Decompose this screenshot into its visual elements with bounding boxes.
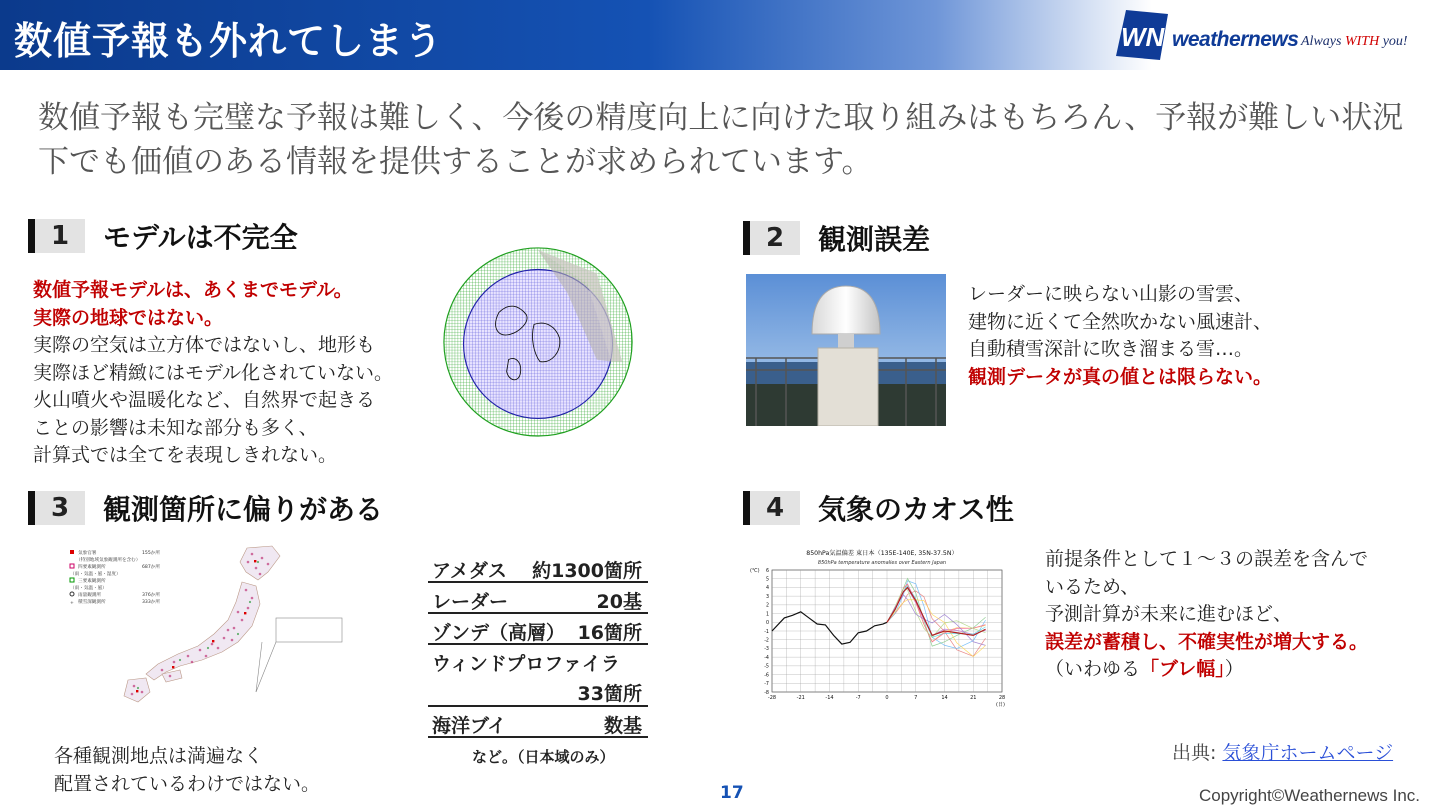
chart-xlabel: (日) (996, 702, 1005, 708)
y-tick-label: -8 (764, 690, 769, 696)
text-line: 数値予報モデルは、あくまでモデル。 (33, 279, 353, 301)
radar-dome-photo (746, 274, 946, 426)
x-tick-label: -7 (855, 695, 861, 701)
map-legend-count: 687か所 (142, 565, 160, 570)
map-legend-label: 四要素観測所 (78, 565, 106, 570)
y-tick-label: 1 (765, 612, 769, 618)
x-tick-label: 0 (885, 695, 889, 701)
map-legend-label: （特別地域気象観測所を含む） (76, 558, 141, 563)
source-credit: 出典: 気象庁ホームページ (1172, 742, 1394, 764)
text-line: 実際ほど精緻にはモデル化されていない。 (33, 361, 394, 384)
table-row: ウィンドプロファイラ 33箇所 (428, 645, 648, 707)
chart-title: 850hPa気温偏差 東日本（135E-140E, 35N-37.5N） (806, 550, 958, 557)
chart-subtitle: 850hPa temperature anomalies over Eastern Japan (817, 560, 947, 566)
section-title: 観測箇所に偏りがある (103, 493, 384, 526)
y-tick-label: -7 (764, 682, 769, 688)
text-line: 誤差が蓄積し、不確実性が増大する。 (1045, 630, 1369, 653)
map-legend-label: 積雪深観測所 (78, 600, 106, 605)
section-2-heading (743, 220, 930, 256)
text-line: 建物に近くて全然吹かない風速計、 (968, 310, 1273, 333)
section-4-heading (743, 490, 1014, 526)
observation-count-table (428, 552, 648, 738)
y-tick-label: 3 (765, 594, 769, 600)
section-2-body (968, 281, 1272, 391)
text-line: 実際の地球ではない。 (33, 306, 224, 329)
y-tick-label: 2 (765, 603, 769, 609)
text-line: 火山噴火や温暖化など、自然界で起きる (33, 389, 376, 411)
y-tick-label: 5 (765, 577, 769, 583)
text-line: レーダーに映らない山影の雪雲、 (968, 283, 1254, 305)
x-tick-label: -21 (796, 695, 805, 701)
map-legend-label: （雨・気温・風・湿度） (70, 572, 121, 577)
y-tick-label: -6 (764, 673, 769, 679)
y-tick-label: -5 (764, 664, 769, 670)
table-row: レーダー 20基 (428, 583, 648, 614)
section-title: 観測誤差 (818, 223, 931, 256)
section-3-heading (28, 490, 383, 526)
x-tick-label: 28 (998, 695, 1006, 701)
section-1-body (33, 277, 393, 470)
table-row: ゾンデ（高層） 16箇所 (428, 614, 648, 645)
y-tick-label: -2 (764, 638, 769, 644)
weathernews-logo (1116, 8, 1416, 62)
header-banner (0, 0, 1440, 70)
x-tick-label: 14 (941, 695, 948, 701)
text-line: いるため、 (1045, 575, 1140, 598)
y-tick-label: -1 (764, 629, 769, 635)
chart-ylabel: (℃) (750, 568, 760, 574)
y-tick-label: 4 (765, 586, 769, 592)
lead-paragraph: 数値予報も完璧な予報は難しく、今後の精度向上に向けた取り組みはもちろん、予報が難しい状況下でも価値のある情報を提供することが求められています。 (38, 100, 1404, 180)
y-tick-label: 0 (765, 621, 769, 627)
brand-name: weathernews (1172, 28, 1299, 51)
text-line: （いわゆる「ブレ幅」） (1045, 658, 1244, 680)
x-tick-label: 21 (970, 695, 977, 701)
text-line: 観測データが真の値とは限らない。 (968, 365, 1273, 388)
x-tick-label: 7 (914, 695, 918, 701)
text-line: 前提条件として１～３の誤差を含んで (1045, 548, 1369, 570)
table-note: など。（日本域のみ） (472, 748, 615, 766)
copyright: Copyright©Weathernews Inc. (1199, 786, 1421, 805)
y-tick-label: -3 (764, 647, 769, 653)
map-legend-count: 376か所 (142, 593, 160, 598)
section-number: 2 (750, 221, 800, 255)
svg-text:+: + (70, 601, 74, 606)
map-legend-count: 333か所 (142, 600, 160, 605)
table-row: アメダス 約1300箇所 (428, 552, 648, 583)
map-legend-label: 雨量観測所 (78, 593, 101, 598)
page-title: 数値予報も外れてしまう (14, 19, 444, 63)
map-legend-label: 気象官署 (78, 551, 97, 556)
map-legend-count: 155か所 (142, 551, 160, 556)
text-line: 自動積雪深計に吹き溜まる雪…。 (968, 338, 1254, 360)
table-row: 海洋ブイ 数基 (428, 707, 648, 738)
x-tick-label: -28 (767, 695, 777, 701)
text-line: 計算式では全てを表現しきれない。 (33, 444, 338, 466)
y-tick-label: -4 (764, 655, 769, 661)
wni-logo-icon (1116, 8, 1168, 62)
text-line: 予測計算が未来に進むほど、 (1045, 603, 1293, 625)
text-line: ことの影響は未知な部分も多く、 (33, 416, 318, 439)
y-tick-label: 6 (765, 568, 769, 574)
section-number: 4 (750, 491, 800, 525)
text-line: 各種観測地点は満遍なく (54, 745, 264, 767)
source-link[interactable]: 気象庁ホームページ (1222, 742, 1394, 764)
page-number: 17 (720, 783, 744, 803)
brand-tagline: Always WITH you! (1301, 34, 1408, 49)
map-legend-label: （雨・気温・風） (70, 586, 107, 591)
section-number: 1 (35, 219, 85, 253)
section-1-heading (28, 218, 298, 254)
section-title: モデルは不完全 (103, 221, 298, 254)
text-line: 実際の空気は立方体ではないし、地形も (33, 334, 376, 356)
section-4-body (1045, 546, 1368, 684)
section-title: 気象のカオス性 (818, 493, 1014, 526)
observation-sites-map (62, 542, 352, 710)
section-number: 3 (35, 491, 85, 525)
temperature-anomaly-chart (748, 546, 1016, 712)
map-legend-label: 三要素観測所 (78, 579, 106, 584)
svg-text:WN: WN (1121, 22, 1165, 52)
section-3-body (54, 743, 320, 798)
text-line: 配置されているわけではない。 (54, 772, 321, 795)
model-grid-globe-image (440, 244, 636, 440)
x-tick-label: -14 (825, 695, 834, 701)
